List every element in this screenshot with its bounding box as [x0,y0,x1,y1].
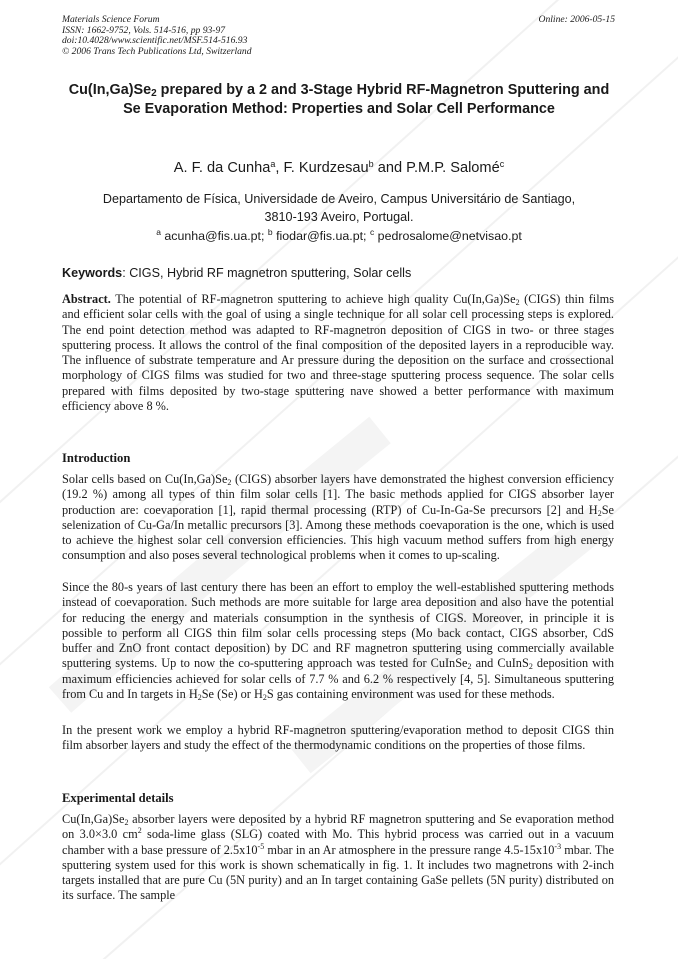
paragraph-text: S gas containing environment was used for these methods. [266,687,555,702]
subscript: 2 [124,818,129,827]
author-3: P.M.P. Salomé [406,160,500,176]
journal-doi[interactable]: doi:10.4028/www.scientific.net/MSF.514-516.93 [62,35,248,47]
online-date: Online: 2006-05-15 [538,14,615,25]
paragraph-text: Cu(In,Ga)Se [62,812,125,826]
paragraph-text: Solar cells based on Cu(In,Ga)Se [62,472,228,486]
email-marker: a [156,227,161,237]
paragraph-text: soda-lime glass (SLG) coated with Mo. This hybrid process was carried out in a vacuum chamber with a base pressure of 2.5x10 [62,827,614,857]
author-list [62,158,616,178]
subscript: 2 [515,298,520,307]
author-3-affil: c [499,159,505,169]
section-heading-experimental: Experimental details [62,791,174,805]
journal-header [62,15,252,57]
subscript: 2 [262,693,267,703]
paragraph-text: absorber layers were deposited by a hybrid RF magnetron sputtering and Se evaporation method on 3.0×3.0 cm [62,812,614,842]
affiliation-line: Departamento de Física, Universidade de Aveiro, Campus Universitário de Santiago, [102,192,576,206]
email-marker: c [369,227,375,237]
abstract-text: (CIGS) thin films and efficient solar cells with the goal of using a single technique for all solar cell processing steps is explored. The end point detection method was adapted to RF-magnetron deposition of CIGS in two- or three stages sputtering process. It allows the control of the final composition of the deposited layers in a reproducible way. The influence of substrate temperature and Ar pressure during the deposition on the surface and crossectional morphology of CIGS films was studied for two and three-stage sputtering process sequence. The solar cells prepared with films deposited by two-stage sputtering nave showed a better performance with maximum efficiency above 8 %. [62,292,614,414]
author-1: A. F. da Cunha [173,160,271,176]
intro-paragraph-1 [62,472,614,564]
paragraph-text: Since the 80-s years of last century there has been an effort to employ the well-established sputtering methods instead of coevaporation. Such methods are more suitable for large area deposition and also have the potential for reducing the energy and materials consumption in the synthesis of CIGS. Moreover, in principle it is possible to perform all CIGS thin film solar cells processing steps (Mo back contact, CIGS absorber, CdS buffer and ZnO front contact deposition) by DC and RF magnetron sputtering using commercially available sputtering systems. Up to now the co-sputtering approach was tested for CuInSe [62,580,614,671]
keywords-text: : CIGS, Hybrid RF magnetron sputtering, Solar cells [122,266,412,280]
author-2: F. Kurdzesau [283,160,369,176]
title-subscript: 2 [151,88,157,99]
email-marker: b [267,227,273,237]
author-separator: and [373,160,407,176]
paragraph-text: Se selenization of Cu-Ga/In metallic precursors [3]. Among these methods coevaporation is the one, which is used to achieve the highest solar cell conversion efficiencies. This high vacuum method suffers from high energy consumption and also poses several technological problems when it comes to up-scaling. [62,502,614,563]
keywords-label: Keywords [62,266,123,280]
paragraph-text: and CuInS [471,656,529,671]
experimental-paragraph [62,812,614,904]
journal-copyright: © 2006 Trans Tech Publications Ltd, Switzerland [62,45,252,57]
subscript: 2 [227,478,232,487]
intro-paragraph-3: In the present work we employ a hybrid RF-magnetron sputtering/evaporation method to deposit CIGS thin film absorber layers and study the effect of the thermodynamic conditions on the properties of those films. [62,723,614,753]
subscript: 2 [597,508,602,518]
abstract-text: The potential of RF-magnetron sputtering to achieve high quality Cu(In,Ga)Se [110,292,516,306]
subscript: 2 [528,662,533,672]
journal-issn: ISSN: 1662-9752, Vols. 514-516, pp 93-97 [62,24,226,36]
affiliation-line: 3810-193 Aveiro, Portugal. [264,210,414,224]
author-1-affil: a [270,159,276,169]
title-part-1: Cu(In,Ga)Se [68,82,152,98]
superscript: 2 [137,826,142,836]
paragraph-text: mbar. The sputtering system used for this work is shown schematically in fig. 1. It includes two magnetrons with 2-inch targets installed that are pure Cu (5N purity) and an In target containing GaSe pellets (5N purity) distributed on its surface. The sample [62,842,614,903]
abstract-label: Abstract. [62,292,111,306]
author-separator: , [275,160,284,176]
superscript: -3 [554,841,562,851]
paragraph-text: deposition with maximum efficiencies achieved for solar cells of 7.7 % and 6.2 % respectively [4, 5]. Simultaneous sputtering from Cu and In targets in H [62,656,615,702]
subscript: 2 [197,693,202,703]
email-link[interactable]: pedrosalome@netvisao.pt [377,229,522,243]
author-emails [62,227,616,245]
paragraph-text: (CIGS) absorber layers have demonstrated the highest conversion efficiency (19.2 %) among all types of thin film solar cells [1]. The basic methods applied for CIGS absorber layer production are: coevaporation [1], rapid thermal processing (RTP) of Cu-In-Ga-Se precursors [2] and H [62,472,615,517]
section-heading-introduction: Introduction [62,451,131,465]
title-part-2: prepared by a 2 and 3-Stage Hybrid RF-Magnetron Sputtering and Se Evaporation Method: Properties and Solar Cell Performance [123,82,610,117]
paragraph-text: Se (Se) or H [201,687,263,702]
paragraph-text: mbar in an Ar atmosphere in the pressure range 4.5-15x10 [264,842,555,857]
keywords [62,264,616,282]
superscript: -5 [257,841,265,851]
paper-title [62,81,616,119]
journal-name: Materials Science Forum [62,14,160,25]
email-link[interactable]: acunha@fis.ua.pt; [164,229,265,243]
author-2-affil: b [368,159,374,169]
affiliation [62,190,616,226]
subscript: 2 [467,662,472,672]
email-link[interactable]: fiodar@fis.ua.pt; [276,229,367,243]
abstract [62,292,614,414]
intro-paragraph-2 [62,580,614,702]
